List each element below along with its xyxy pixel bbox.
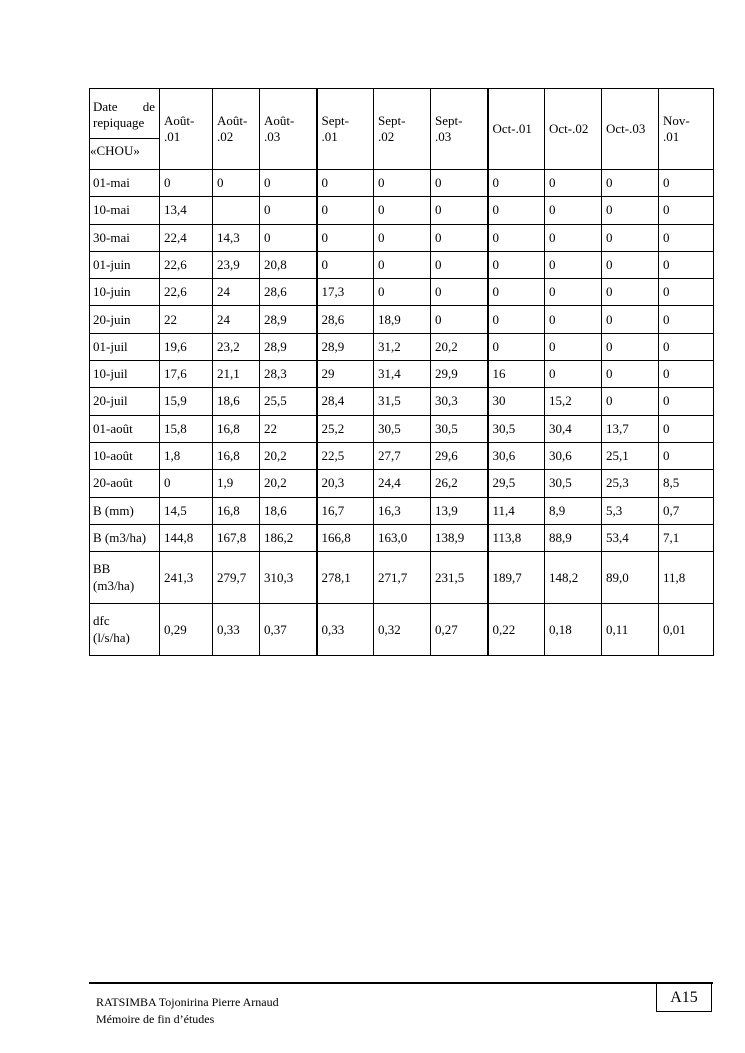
table-cell: 89,0 (602, 552, 659, 604)
row-label: 10-août (93, 447, 133, 463)
table-cell: 0 (659, 388, 714, 415)
table-row (90, 442, 714, 469)
row-label-cell (90, 388, 160, 415)
table-cell: 29,5 (488, 470, 545, 497)
table-row (90, 224, 714, 251)
header-corner-line1-right: de (142, 99, 155, 115)
table-cell: 16 (488, 361, 545, 388)
table-cell: 53,4 (602, 524, 659, 551)
table-cell: 0 (659, 251, 714, 278)
row-label-cell (90, 224, 160, 251)
table-cell: 18,6 (213, 388, 260, 415)
table-cell: 22 (160, 306, 213, 333)
table-cell: 30 (488, 388, 545, 415)
row-label: 10-mai (93, 202, 130, 218)
table-cell: 22,6 (160, 251, 213, 278)
column-header-line: Août- (217, 112, 248, 128)
row-label: 20-juil (93, 393, 128, 409)
table-row (90, 251, 714, 278)
row-label: B (m3/ha) (93, 529, 147, 545)
table-cell: 0 (602, 306, 659, 333)
table-cell: 0 (659, 197, 714, 224)
table-row (90, 604, 714, 656)
table-cell: 0 (659, 415, 714, 442)
table-cell: 20,2 (260, 470, 317, 497)
table-cell: 30,4 (545, 415, 602, 442)
row-label: dfc (93, 613, 110, 629)
table-cell: 15,2 (545, 388, 602, 415)
table-cell: 0 (602, 197, 659, 224)
row-label-cell (90, 333, 160, 360)
header-corner-line2: repiquage (93, 115, 145, 131)
table-cell: 0 (602, 333, 659, 360)
table-cell: 0 (659, 279, 714, 306)
table-cell: 28,6 (317, 306, 374, 333)
table-cell: 11,4 (488, 497, 545, 524)
table-cell: 0 (431, 279, 488, 306)
table-cell: 16,8 (213, 497, 260, 524)
table-cell: 0 (602, 224, 659, 251)
table-cell: 0 (488, 170, 545, 197)
row-label-cell (90, 470, 160, 497)
table-cell: 0 (488, 306, 545, 333)
table-cell: 26,2 (431, 470, 488, 497)
column-header (213, 89, 260, 170)
row-label-cell (90, 251, 160, 278)
row-label: 01-juil (93, 338, 128, 354)
table-cell: 31,5 (374, 388, 431, 415)
column-header-line: .02 (378, 129, 395, 144)
table-cell: 31,4 (374, 361, 431, 388)
table-cell: 0 (431, 197, 488, 224)
column-header-line: Nov- (663, 112, 690, 128)
table-cell: 0 (602, 170, 659, 197)
table-cell: 0,01 (659, 604, 714, 656)
table-cell: 0 (602, 279, 659, 306)
table-cell: 0 (488, 333, 545, 360)
table-cell: 0 (545, 224, 602, 251)
row-label: BB (93, 561, 111, 577)
column-header (160, 89, 213, 170)
table-cell: 27,7 (374, 442, 431, 469)
table-cell: 279,7 (213, 552, 260, 604)
table-cell: 21,1 (213, 361, 260, 388)
table-row (90, 497, 714, 524)
table-cell: 0 (545, 170, 602, 197)
data-table (89, 88, 714, 656)
table-cell: 88,9 (545, 524, 602, 551)
table-cell: 0,37 (260, 604, 317, 656)
table-cell: 0 (431, 170, 488, 197)
table-cell: 0 (260, 170, 317, 197)
table-cell: 17,3 (317, 279, 374, 306)
column-header (317, 89, 374, 170)
table-cell: 0 (545, 306, 602, 333)
table-cell: 144,8 (160, 524, 213, 551)
table-cell: 19,6 (160, 333, 213, 360)
table-cell: 0 (260, 224, 317, 251)
column-header-line: Oct-.02 (549, 120, 589, 136)
table-cell: 0 (160, 470, 213, 497)
table-cell: 0 (488, 251, 545, 278)
table-cell: 31,2 (374, 333, 431, 360)
table-cell: 0,22 (488, 604, 545, 656)
table-cell: 28,3 (260, 361, 317, 388)
table-cell: 0 (317, 170, 374, 197)
table-cell: 20,2 (260, 442, 317, 469)
row-label-cell (90, 442, 160, 469)
table-cell: 0 (431, 224, 488, 251)
row-label-cell (90, 306, 160, 333)
table-cell: 25,2 (317, 415, 374, 442)
table-cell: 20,2 (431, 333, 488, 360)
table-cell: 0 (317, 197, 374, 224)
table-cell: 0 (374, 279, 431, 306)
table-cell: 17,6 (160, 361, 213, 388)
row-label-cell (90, 604, 160, 656)
row-label: 20-août (93, 475, 133, 491)
table-row (90, 279, 714, 306)
table-cell: 0 (317, 224, 374, 251)
row-label-cell (90, 497, 160, 524)
table-cell: 0,27 (431, 604, 488, 656)
table-cell: 0 (602, 251, 659, 278)
table-cell: 0 (374, 170, 431, 197)
row-label-cell (90, 197, 160, 224)
footer-author: RATSIMBA Tojonirina Pierre Arnaud (96, 995, 279, 1009)
row-label: 10-juin (93, 284, 131, 300)
table-row (90, 197, 714, 224)
table-cell: 22,6 (160, 279, 213, 306)
table-cell: 22,4 (160, 224, 213, 251)
table-cell: 24 (213, 306, 260, 333)
table-cell (213, 197, 260, 224)
column-header-line: .03 (435, 129, 452, 144)
table-cell: 231,5 (431, 552, 488, 604)
footer-rule (89, 982, 713, 984)
table-cell: 0 (374, 224, 431, 251)
table-cell: 8,5 (659, 470, 714, 497)
table-cell: 28,9 (260, 306, 317, 333)
table-cell: 0 (488, 224, 545, 251)
table-cell: 271,7 (374, 552, 431, 604)
column-header (602, 89, 659, 170)
table-row (90, 470, 714, 497)
table-cell: 16,8 (213, 415, 260, 442)
column-header-line: Août- (264, 112, 295, 128)
table-cell: 7,1 (659, 524, 714, 551)
table-cell: 14,3 (213, 224, 260, 251)
row-label-cell (90, 279, 160, 306)
column-header-line: Sept- (321, 112, 349, 128)
table-row (90, 388, 714, 415)
table-cell: 24,4 (374, 470, 431, 497)
column-header-line: Août- (164, 112, 195, 128)
column-header-line: .01 (164, 129, 181, 144)
table-cell: 14,5 (160, 497, 213, 524)
table-cell: 0 (659, 442, 714, 469)
table-cell: 30,6 (488, 442, 545, 469)
table-cell: 18,6 (260, 497, 317, 524)
row-label-cell (90, 524, 160, 551)
table-cell: 0 (374, 251, 431, 278)
table-cell: 0 (602, 361, 659, 388)
column-header-line: .02 (217, 129, 234, 144)
table-row (90, 333, 714, 360)
row-label: 01-mai (93, 175, 130, 191)
table-cell: 25,5 (260, 388, 317, 415)
table-cell: 28,9 (317, 333, 374, 360)
table-cell: 0,33 (317, 604, 374, 656)
row-label-cell (90, 361, 160, 388)
table-cell: 0 (545, 251, 602, 278)
table-cell: 5,3 (602, 497, 659, 524)
table-cell: 20,8 (260, 251, 317, 278)
table-cell: 0,11 (602, 604, 659, 656)
footer-subtitle: Mémoire de fin d’études (96, 1012, 215, 1026)
table-cell: 0 (488, 279, 545, 306)
table-cell: 0 (160, 170, 213, 197)
column-header (260, 89, 317, 170)
row-label-cell (90, 170, 160, 197)
table-cell: 0 (545, 361, 602, 388)
table-cell: 138,9 (431, 524, 488, 551)
table-row (90, 170, 714, 197)
table-cell: 278,1 (317, 552, 374, 604)
table-cell: 30,5 (431, 415, 488, 442)
header-corner-line1-left: Date (93, 99, 118, 115)
table-cell: 0,33 (213, 604, 260, 656)
row-label: 10-juil (93, 366, 128, 382)
row-label: 01-juin (93, 256, 131, 272)
column-header-line: Sept- (378, 112, 406, 128)
column-header (431, 89, 488, 170)
table-cell: 186,2 (260, 524, 317, 551)
table-cell: 11,8 (659, 552, 714, 604)
header-corner-cell (90, 89, 160, 170)
table-cell: 0 (374, 197, 431, 224)
table-cell: 8,9 (545, 497, 602, 524)
table-cell: 30,5 (545, 470, 602, 497)
table-cell: 1,8 (160, 442, 213, 469)
table-cell: 0 (260, 197, 317, 224)
column-header (545, 89, 602, 170)
row-label: 20-juin (93, 311, 131, 327)
table-cell: 30,5 (374, 415, 431, 442)
table-cell: 29 (317, 361, 374, 388)
table-cell: 20,3 (317, 470, 374, 497)
table-cell: 0 (659, 170, 714, 197)
column-header-line: .01 (321, 129, 338, 144)
table-cell: 0,7 (659, 497, 714, 524)
table-cell: 16,8 (213, 442, 260, 469)
table-cell: 310,3 (260, 552, 317, 604)
table-cell: 0 (602, 388, 659, 415)
table-row (90, 306, 714, 333)
table-cell: 30,3 (431, 388, 488, 415)
row-label: (l/s/ha) (93, 629, 130, 645)
table-cell: 23,2 (213, 333, 260, 360)
table-cell: 29,9 (431, 361, 488, 388)
column-header (374, 89, 431, 170)
table-row (90, 361, 714, 388)
table-cell: 0,18 (545, 604, 602, 656)
table-cell: 28,9 (260, 333, 317, 360)
column-header-line: Oct-.03 (606, 120, 646, 136)
table-cell: 22 (260, 415, 317, 442)
row-label-cell (90, 415, 160, 442)
table-cell: 18,9 (374, 306, 431, 333)
table-cell: 13,7 (602, 415, 659, 442)
table-cell: 148,2 (545, 552, 602, 604)
column-header-line: .01 (663, 129, 680, 144)
table-cell: 0 (545, 333, 602, 360)
table-cell: 241,3 (160, 552, 213, 604)
table-cell: 0 (317, 251, 374, 278)
column-header (488, 89, 545, 170)
table-cell: 25,1 (602, 442, 659, 469)
table-cell: 189,7 (488, 552, 545, 604)
table-cell: 23,9 (213, 251, 260, 278)
table-cell: 0 (659, 333, 714, 360)
row-label: 30-mai (93, 229, 130, 245)
table-cell: 167,8 (213, 524, 260, 551)
column-header (659, 89, 714, 170)
table-cell: 0 (545, 279, 602, 306)
row-label: B (mm) (93, 502, 134, 518)
table-cell: 0 (659, 361, 714, 388)
table-cell: 24 (213, 279, 260, 306)
table-cell: 163,0 (374, 524, 431, 551)
table-cell: 0 (545, 197, 602, 224)
table-cell: 28,4 (317, 388, 374, 415)
table-cell: 15,9 (160, 388, 213, 415)
header-row (90, 89, 714, 170)
table-cell: 0 (431, 306, 488, 333)
page-number: A15 (656, 982, 712, 1012)
table-cell: 0 (213, 170, 260, 197)
table-row (90, 524, 714, 551)
table-cell: 113,8 (488, 524, 545, 551)
table-cell: 30,6 (545, 442, 602, 469)
table-cell: 1,9 (213, 470, 260, 497)
table-cell: 16,3 (374, 497, 431, 524)
column-header-line: Oct-.01 (492, 120, 532, 136)
table-row (90, 552, 714, 604)
table-cell: 0 (431, 251, 488, 278)
header-corner-line3: «CHOU» (90, 138, 159, 159)
row-label: 01-août (93, 420, 133, 436)
column-header-line: Sept- (435, 112, 463, 128)
table-cell: 29,6 (431, 442, 488, 469)
table-cell: 0 (659, 306, 714, 333)
column-header-line: .03 (264, 129, 281, 144)
table-cell: 16,7 (317, 497, 374, 524)
table-cell: 22,5 (317, 442, 374, 469)
row-label: (m3/ha) (93, 577, 135, 593)
table-cell: 28,6 (260, 279, 317, 306)
table-cell: 166,8 (317, 524, 374, 551)
table-cell: 0,29 (160, 604, 213, 656)
table-cell: 0 (488, 197, 545, 224)
table-cell: 13,9 (431, 497, 488, 524)
table-cell: 0 (659, 224, 714, 251)
table-cell: 13,4 (160, 197, 213, 224)
table-cell: 15,8 (160, 415, 213, 442)
table-row (90, 415, 714, 442)
table-cell: 0,32 (374, 604, 431, 656)
table-cell: 30,5 (488, 415, 545, 442)
row-label-cell (90, 552, 160, 604)
table-cell: 25,3 (602, 470, 659, 497)
